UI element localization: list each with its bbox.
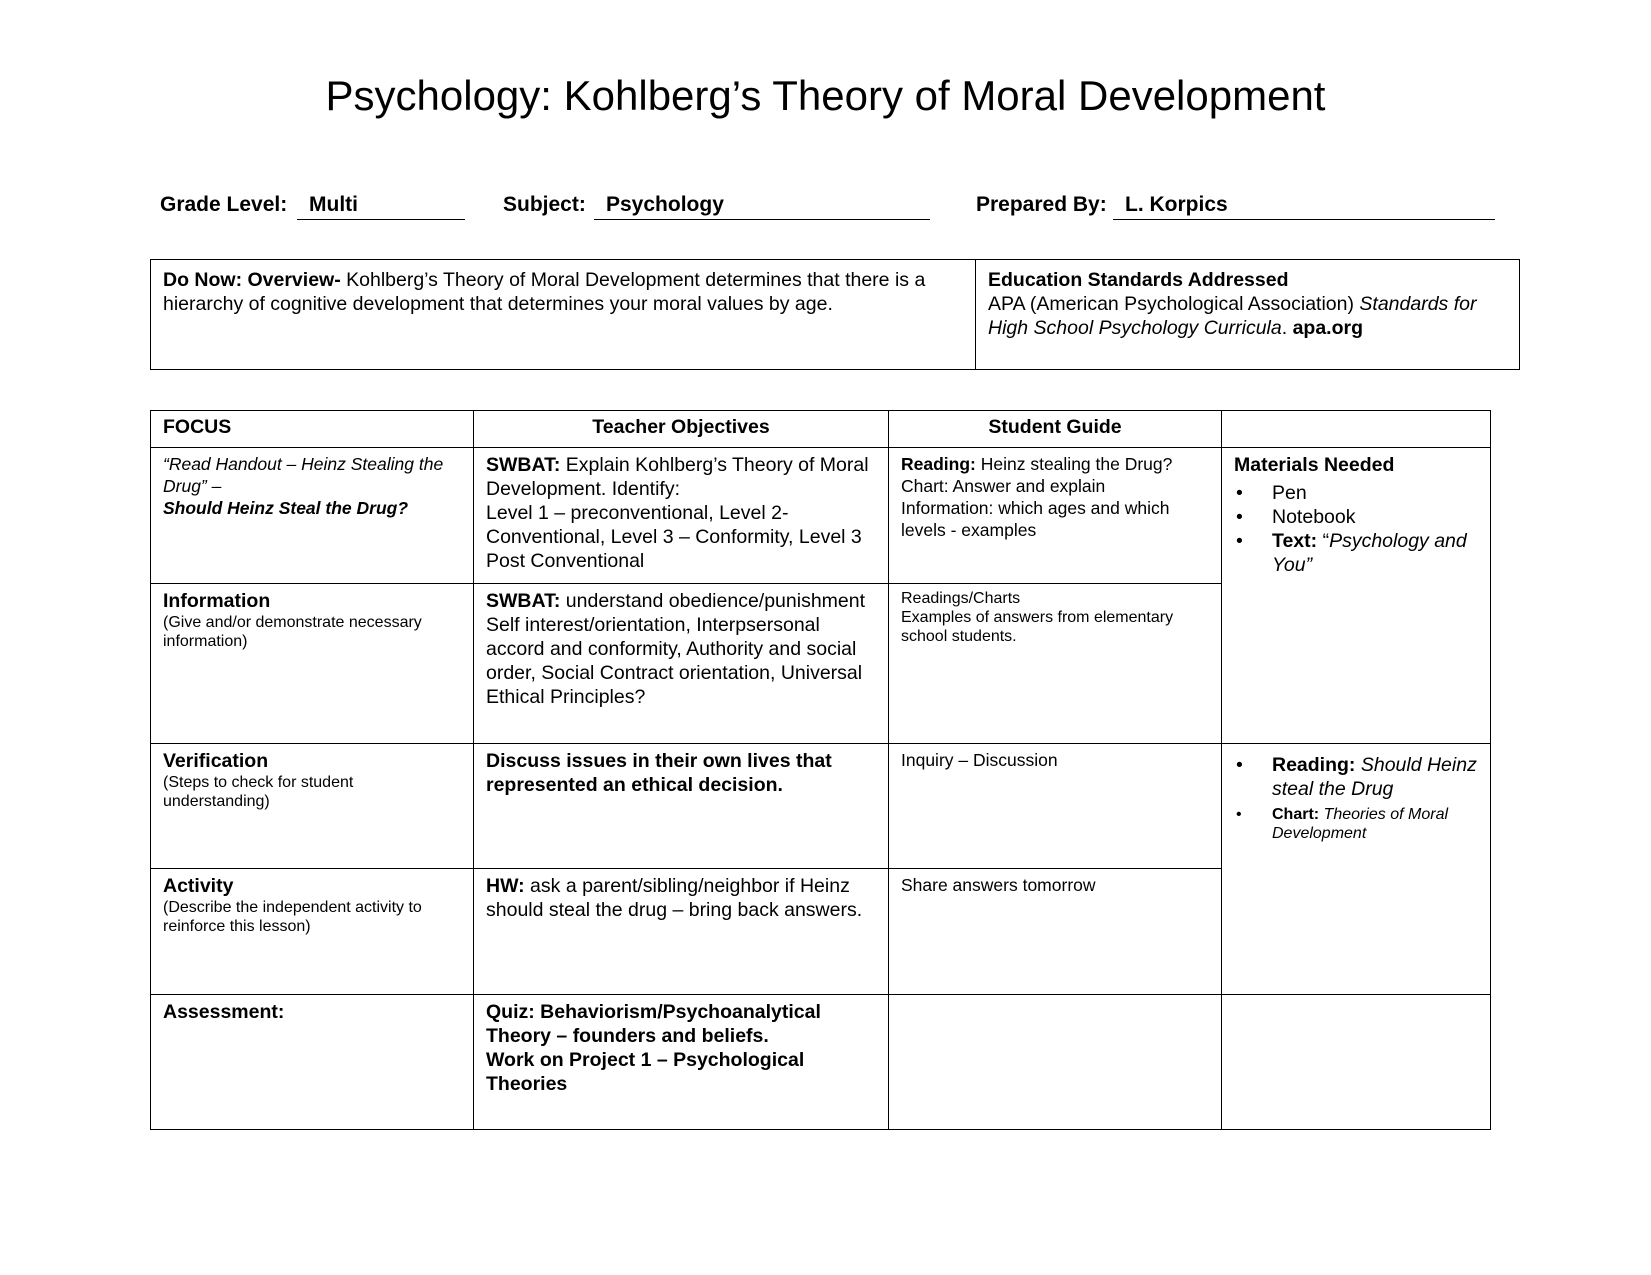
materials-cell — [1222, 995, 1491, 1130]
information-sub: (Give and/or demonstrate necessary information) — [163, 614, 422, 650]
table-row — [151, 744, 1491, 869]
activity-label: Activity — [163, 875, 234, 897]
list-item — [1234, 805, 1478, 843]
verification-sub: (Steps to check for student understanding) — [163, 774, 354, 810]
guide-examples-text: Examples of answers from elementary school students. — [901, 609, 1174, 645]
list-item — [1234, 529, 1478, 577]
header-empty — [1222, 411, 1491, 448]
materials-text-label: Text: — [1272, 530, 1318, 552]
subject-label: Subject: — [503, 193, 586, 216]
objective-text: understand obedience/punishment — [560, 590, 866, 612]
materials-heading: Materials Needed — [1234, 454, 1395, 476]
header-focus: FOCUS — [151, 411, 474, 448]
objective-cell — [474, 869, 889, 995]
objective-cell — [474, 995, 889, 1130]
do-now-cell — [151, 260, 976, 369]
guide-cell — [889, 448, 1222, 584]
information-label: Information — [163, 590, 271, 612]
materials-cell — [1222, 448, 1491, 744]
do-now-label: Do Now: Overview- — [163, 269, 341, 291]
guide-chart-text: Chart: Answer and explain — [901, 476, 1106, 496]
prepared-by-label: Prepared By: — [976, 193, 1107, 216]
hw-label: HW: — [486, 875, 525, 897]
list-item — [1234, 753, 1478, 801]
table-row — [151, 995, 1491, 1130]
hw-text: ask a parent/sibling/neighbor if Heinz should steal the drug – bring back answers. — [486, 875, 863, 921]
materials-text-open: “ — [1317, 530, 1330, 552]
guide-cell — [889, 995, 1222, 1130]
objective-levels: Level 1 – preconventional, Level 2- Conventional, Level 3 – Conformity, Level 3 Post Conventional — [486, 502, 862, 572]
standards-cell — [976, 260, 1519, 369]
material-reading-title: Should Heinz steal the Drug — [1272, 754, 1477, 800]
swbat-label: SWBAT: — [486, 454, 561, 476]
list-item: • Notebook — [1234, 505, 1478, 529]
guide-readings-text: Readings/Charts — [901, 590, 1021, 607]
material-reading-label: Reading: — [1272, 754, 1356, 776]
guide-cell: Inquiry – Discussion — [889, 744, 1222, 869]
page-title: Psychology: Kohlberg’s Theory of Moral Development — [325, 72, 1326, 119]
guide-reading-text: Heinz stealing the Drug? — [975, 454, 1173, 474]
table-row — [151, 448, 1491, 584]
do-now-text: Kohlberg’s Theory of Moral Development determines that there is a hierarchy of cognitive development that determines your moral values by age. — [163, 269, 926, 315]
guide-cell — [889, 584, 1222, 744]
standards-text: APA (American Psychological Association) — [988, 293, 1360, 315]
standards-title: Standards for High School Psychology Curricula — [988, 293, 1477, 339]
materials-list — [1234, 753, 1478, 843]
assessment-quiz: Quiz: Behaviorism/Psychoanalytical Theory – founders and beliefs. — [486, 1001, 821, 1047]
assessment-project: Work on Project 1 – Psychological Theories — [486, 1049, 805, 1095]
focus-cell — [151, 448, 474, 584]
swbat-label: SWBAT: — [486, 590, 561, 612]
header-teacher-objectives: Teacher Objectives — [474, 411, 889, 448]
materials-cell — [1222, 744, 1491, 995]
objective-stages: Self interest/orientation, Interpsersonal accord and conformity, Authority and social order, Social Contract orientation, Universal Ethical Principles? — [486, 614, 863, 708]
assessment-label: Assessment: — [151, 995, 474, 1130]
lesson-plan-table — [150, 410, 1491, 1130]
objective-cell — [474, 448, 889, 584]
standards-dot: . — [1281, 317, 1293, 339]
objective-cell: Discuss issues in their own lives that represented an ethical decision. — [474, 744, 889, 869]
standards-heading: Education Standards Addressed — [988, 269, 1289, 291]
subject-value: Psychology — [594, 193, 930, 220]
overview-box — [150, 259, 1520, 370]
objective-cell — [474, 584, 889, 744]
guide-cell: Share answers tomorrow — [889, 869, 1222, 995]
verification-cell — [151, 744, 474, 869]
grade-level-label: Grade Level: — [160, 193, 288, 216]
objective-text: Explain Kohlberg’s Theory of Moral Development. Identify: — [486, 454, 869, 500]
information-cell — [151, 584, 474, 744]
material-chart-label: Chart: — [1272, 806, 1320, 823]
guide-information-text: Information: which ages and which levels - examples — [901, 498, 1170, 540]
header-student-guide: Student Guide — [889, 411, 1222, 448]
table-header-row — [151, 411, 1491, 448]
activity-sub: (Describe the independent activity to reinforce this lesson) — [163, 899, 422, 935]
focus-handout-text: “Read Handout – Heinz Stealing the Drug” – — [163, 454, 444, 496]
prepared-by-value: L. Korpics — [1113, 193, 1495, 220]
standards-link[interactable]: apa.org — [1292, 317, 1363, 339]
material-chart-title: Theories of Moral Development — [1272, 806, 1449, 842]
verification-label: Verification — [163, 750, 269, 772]
activity-cell — [151, 869, 474, 995]
list-item: • Pen — [1234, 481, 1478, 505]
grade-level-value: Multi — [297, 193, 465, 220]
focus-question: Should Heinz Steal the Drug? — [163, 498, 409, 518]
materials-text-title: Psychology and You” — [1272, 530, 1467, 576]
guide-reading-label: Reading: — [901, 454, 976, 474]
materials-list — [1234, 481, 1478, 577]
